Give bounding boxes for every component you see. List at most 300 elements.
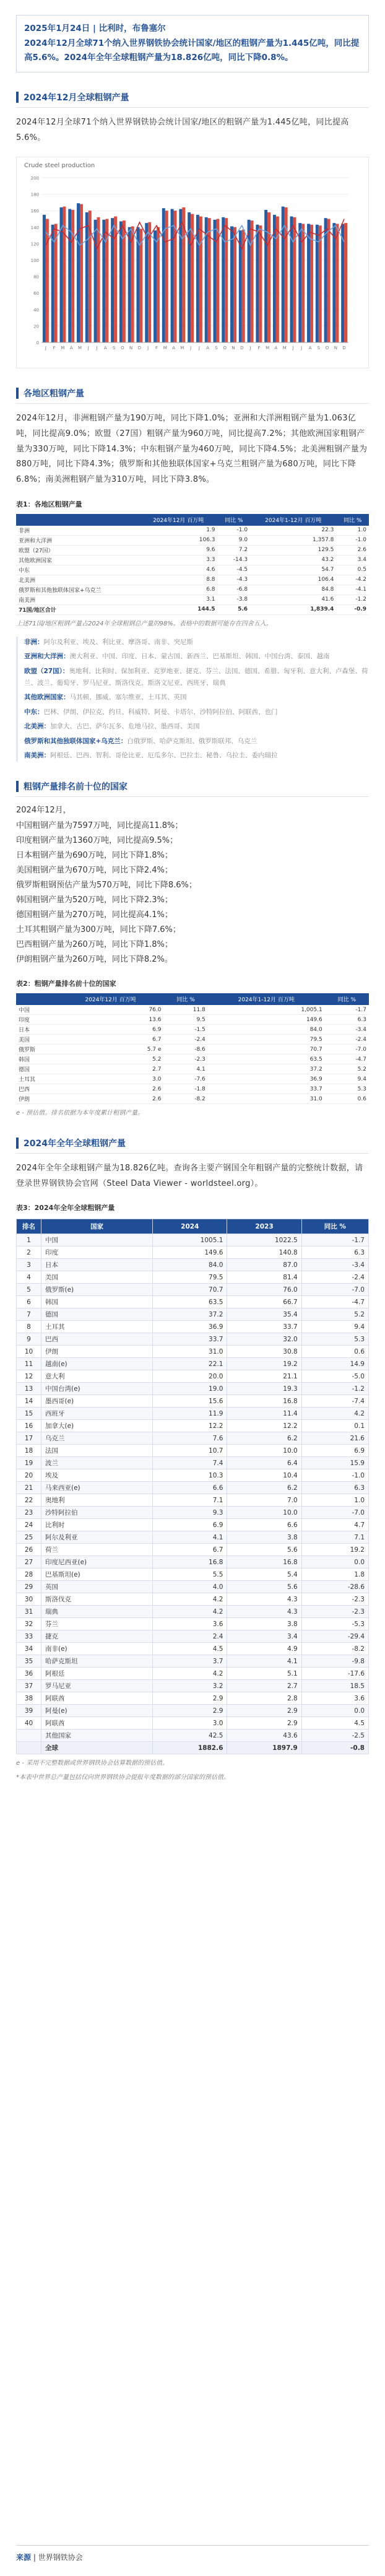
table-cell: 墨西哥(e) [41,1395,153,1408]
bar [77,203,80,342]
monthly-paragraph: 2024年12月全球71个纳入世界钢铁协会统计国家/地区的粗钢产量为1.445亿吨，同比提高5.6%。 [16,117,349,142]
table-cell: 印度 [41,1247,153,1259]
table-cell: 6.9 [301,1445,368,1457]
table-cell: 4.1 [164,1064,208,1074]
table-cell: 0.6 [301,1346,368,1358]
column-header: 同比 % [218,514,251,526]
table-cell: 144.5 [139,604,218,614]
bar [344,223,347,342]
table-cell: 荷兰 [41,1544,153,1556]
table-cell: 11.9 [153,1408,227,1420]
table-cell: 阿联酋 [41,1717,153,1730]
table-cell: 中国台湾(e) [41,1383,153,1395]
table-row [17,1556,369,1569]
bar [213,220,216,342]
table-cell: 4.3 [227,1593,301,1606]
table3-note2: *本表中世界总产量包括仅向世界钢铁协会提报年度数据的部分国家的预估值。 [16,1774,230,1782]
table-cell: 22 [17,1494,41,1507]
table-cell: 38 [17,1692,41,1705]
table-cell: 129.5 [250,545,336,555]
region-name: 南美洲： [24,752,50,760]
table-cell: 2.4 [153,1630,227,1643]
table-cell: 阿联酋 [41,1692,153,1705]
intro-summary: 2024年12月全球71个纳入世界钢铁协会统计国家/地区的粗钢产量为1.445亿吨，同比提高5.6%。2024年全年全球粗钢产量为18.826亿吨，同比下降0.8%。 [24,38,360,63]
table-cell: 16 [17,1420,41,1432]
table-cell: 106.3 [139,535,218,545]
x-tick-label: M [180,346,184,351]
table-cell: 0.6 [325,1094,369,1104]
table-cell: 韩国 [41,1296,153,1308]
table-cell: 1,005.1 [208,1005,325,1015]
table-row [17,1507,369,1519]
table-cell: -2.4 [301,1271,368,1284]
table-cell: -2.3 [164,1055,208,1064]
table-cell: 美国 [16,1035,58,1045]
table-row [17,1494,369,1507]
region-name: 欧盟（27国）： [24,667,69,675]
rank-line: 美国粗钢产量为670万吨，同比下降2.4%； [16,865,173,875]
table-cell: 1.0 [336,526,369,536]
region-countries: 阿根廷、巴西、智利、哥伦比亚、厄瓜多尔、巴拉圭、秘鲁、乌拉圭、委内瑞拉 [50,752,278,760]
table-row [16,1035,369,1045]
table-row [17,1445,369,1457]
table-cell: -5.0 [301,1370,368,1383]
table-cell: 巴西 [41,1333,153,1346]
table-cell: 5.5 [153,1569,227,1581]
bar [162,208,165,342]
table-cell: 5.3 [325,1084,369,1094]
table-cell: -8.2 [164,1094,208,1104]
table-cell: 6.9 [58,1025,164,1035]
bar [316,225,319,342]
table-cell: 76.0 [58,1005,164,1015]
footer [16,2545,369,2562]
table-cell: 70.7 [208,1045,325,1055]
section-title-annual [16,1137,369,1154]
table-cell: -7.0 [301,1507,368,1519]
table-cell: 21.1 [227,1370,301,1383]
table-cell: 俄罗斯 [16,1045,58,1055]
table-row [16,575,369,585]
bar [310,225,313,342]
bar [46,219,49,343]
x-tick-label: D [342,346,346,351]
table-cell: 3.6 [301,1692,368,1705]
table-cell: 罗马尼亚 [41,1680,153,1692]
section-title-text: 各地区粗钢产量 [24,389,84,399]
bar [119,222,123,343]
table-cell: 1005.1 [153,1234,227,1247]
table-cell: 3.0 [58,1074,164,1084]
table-row [17,1581,369,1593]
table-row [17,1346,369,1358]
region-countries: 阿尔及利亚、埃及、利比亚、摩洛哥、南非、突尼斯 [43,638,193,646]
table-cell: 9.4 [301,1321,368,1333]
chart-title: Crude steel production [24,162,95,170]
table-cell: 7.2 [218,545,251,555]
bar [324,218,327,342]
table-cell: -0.8 [301,1742,368,1754]
table-cell: 4 [17,1271,41,1284]
table-row [17,1469,369,1482]
table-cell: 9.3 [153,1507,227,1519]
annual-paragraph: 2024年全年全球粗钢产量为18.826亿吨。查询各主要产钢国全年粗钢产量的完整统计数据，请登录世界钢铁协会官网（Steel Data Viewer - worldsteel.org）。 [16,1164,363,1188]
table-cell: 149.6 [153,1247,227,1259]
table-cell: 7.4 [153,1457,227,1469]
table-cell: -2.3 [301,1593,368,1606]
table-cell: 35 [17,1655,41,1668]
table-cell: 7.1 [153,1494,227,1507]
regions-table [16,514,369,615]
table-cell: 32.0 [227,1333,301,1346]
table-row [17,1358,369,1370]
table-row [16,1064,369,1074]
table3-note1: e - 采用不完整数据或世界钢铁协会估算数据的预估值。 [16,1760,169,1767]
region-countries: 奥地利、比利时、保加利亚、克罗地亚、捷克、芬兰、法国、德国、希腊、匈牙利、意大利、卢森堡、荷兰、波兰、葡萄牙、罗马尼亚、斯洛伐克、斯洛文尼亚、西班牙、瑞典 [24,667,368,687]
x-tick-label: F [155,346,158,351]
rank-line: 巴西粗钢产量为260万吨，同比下降1.8%； [16,939,173,949]
table-cell: 4.2 [301,1408,368,1420]
column-header: 同比 % [164,993,208,1005]
table-cell: 15.9 [301,1457,368,1469]
table-cell: 6.3 [301,1247,368,1259]
region-item [24,707,369,718]
table-cell: 4.0 [153,1581,227,1593]
table-cell: 106.4 [250,575,336,585]
region-item [24,692,369,703]
table-cell: 3.0 [153,1717,227,1730]
rank-line: 俄罗斯粗钢预估产量为570万吨，同比下降8.6%； [16,880,197,890]
table-row [17,1643,369,1655]
table-cell: 31.0 [208,1094,325,1104]
table-cell: 3.8 [227,1618,301,1630]
table-cell: 4.1 [153,1531,227,1544]
x-tick-label: J [190,346,192,351]
bar [139,229,142,343]
rank-line: 印度粗钢产量为1360万吨，同比提高9.5%； [16,835,178,845]
table-cell: 31 [17,1606,41,1618]
table-cell: 10.3 [153,1469,227,1482]
table1-note: 上述71国/地区粗钢产量占2024年全球粗钢总产量的98%。表格中的数据可能存在四舍五入。 [16,620,272,627]
annual-table [16,1219,369,1754]
table-row [17,1618,369,1630]
table-cell: 7 [17,1308,41,1321]
table-row [17,1432,369,1445]
table-cell: 2.9 [153,1692,227,1705]
table-row [17,1705,369,1717]
table-cell [17,1742,41,1754]
table-cell: 22.3 [250,526,336,536]
x-tick-label: M [163,346,167,351]
table-cell: 19.3 [227,1383,301,1395]
table-cell: 84.0 [208,1025,325,1035]
table-cell: 3.7 [153,1655,227,1668]
table-cell: 乌克兰 [41,1432,153,1445]
column-header: 国家 [41,1219,153,1234]
y-tick-label: 100 [30,258,39,264]
table-cell: 4.9 [227,1643,301,1655]
table-cell: 19.0 [153,1383,227,1395]
table-cell: 南美洲 [16,594,139,604]
table-row [17,1284,369,1296]
column-header: 同比 % [336,514,369,526]
table-cell: 土耳其 [41,1321,153,1333]
bar [43,215,46,342]
table-cell: 24 [17,1519,41,1531]
table-cell: 伊朗 [41,1346,153,1358]
rank-line: 韩国粗钢产量为520万吨，同比下降2.3%； [16,895,173,905]
table-cell: 2.6 [336,545,369,555]
table-cell: 6.4 [227,1457,301,1469]
rank-line: 中国粗钢产量为7597万吨，同比提高11.8%； [16,820,183,830]
table-cell: 欧盟（27国） [16,545,139,555]
table-row [16,555,369,565]
table-row [17,1606,369,1618]
table-cell: 意大利 [41,1370,153,1383]
section-marker [16,1138,19,1149]
bar [179,209,182,342]
table-cell: 5.6 [227,1581,301,1593]
table-cell: 比利时 [41,1519,153,1531]
table-cell: 阿尔及利亚 [41,1531,153,1544]
intro-box [16,15,369,72]
table-cell: -28.6 [301,1581,368,1593]
section-title-text: 粗钢产量排名前十位的国家 [24,782,128,793]
table-cell: 40 [17,1717,41,1730]
table-cell: -8.6 [164,1045,208,1055]
table-cell: 4.1 [227,1655,301,1668]
table-cell: 33.7 [208,1084,325,1094]
table-cell: 1.0 [301,1494,368,1507]
table-row [17,1259,369,1271]
table-cell: 4.2 [153,1593,227,1606]
y-tick-label: 140 [30,225,39,231]
table-cell: 19.2 [227,1358,301,1370]
table-row [17,1370,369,1383]
table-cell: 美国 [41,1271,153,1284]
table-cell: 2.7 [58,1064,164,1074]
table-cell: 71国/地区合计 [16,604,139,614]
table-cell: 29 [17,1581,41,1593]
section-marker [16,92,19,103]
table-cell: 9.0 [218,535,251,545]
table-row [16,1094,369,1104]
region-name: 中东： [24,708,44,716]
bar [230,227,233,343]
table-cell: 3.1 [139,594,218,604]
table-header-row [16,514,369,526]
table-cell: 5.6 [218,604,251,614]
table-cell: 66.7 [227,1296,301,1308]
table-cell: 25 [17,1531,41,1544]
table-cell: 84.8 [250,585,336,594]
table-cell: 韩国 [16,1055,58,1064]
table-cell: 4.6 [139,565,218,575]
bar [307,224,310,343]
x-tick-label: O [325,346,329,351]
table-cell: 6.8 [139,585,218,594]
table-cell: 18.5 [301,1680,368,1692]
y-tick-label: 120 [30,242,39,247]
table-cell: -1.0 [336,535,369,545]
x-tick-label: N [334,346,337,351]
table-cell: 76.0 [227,1284,301,1296]
section-title-text: 2024年12月全球粗钢产量 [24,92,129,103]
x-tick-label: O [121,346,124,351]
table-row [16,1045,369,1055]
x-tick-label: A [172,346,175,351]
x-tick-label: M [77,346,82,351]
column-header: 2023 [227,1219,301,1234]
table-cell: 30 [17,1593,41,1606]
table-cell: 9 [17,1333,41,1346]
table-cell: 36.9 [208,1074,325,1084]
table-cell: 21 [17,1482,41,1494]
bar [71,210,74,342]
region-countries: 巴林、伊朗、伊拉克、约旦、科威特、阿曼、卡塔尔、沙特阿拉伯、阿联酋、也门 [43,708,278,716]
table-cell: 1,839.4 [250,604,336,614]
table-cell: 5.4 [227,1569,301,1581]
bar [233,227,236,342]
table-cell: -7.0 [325,1045,369,1055]
table-cell: 南非(e) [41,1643,153,1655]
table-cell: 中东 [16,565,139,575]
bar [335,224,339,343]
x-tick-label: M [61,346,65,351]
table-cell: -7.6 [164,1074,208,1084]
table-cell: -4.3 [218,575,251,585]
bar [332,223,335,342]
table-cell: 4.3 [227,1606,301,1618]
table-cell: 17 [17,1432,41,1445]
region-countries: 马其顿、挪威、塞尔维亚、土耳其、英国 [69,694,187,702]
table-cell: 4.2 [153,1606,227,1618]
table-cell: 6.6 [227,1519,301,1531]
table-row [17,1408,369,1420]
table-cell: 0.5 [336,565,369,575]
x-tick-label: A [103,346,107,351]
x-tick-label: O [223,346,227,351]
table-cell: 波兰 [41,1457,153,1469]
table-cell: 9.4 [325,1074,369,1084]
table-cell: 6.3 [325,1015,369,1025]
table-cell: 德国 [41,1308,153,1321]
table-cell: 加拿大(e) [41,1420,153,1432]
table-cell: 19 [17,1457,41,1469]
bar [293,217,296,342]
bar [128,227,131,342]
table-cell: 土耳其 [16,1074,58,1084]
table-cell: 4.7 [301,1519,368,1531]
table-cell: 1,357.8 [250,535,336,545]
table-cell: 印度 [16,1015,58,1025]
table-row [16,565,369,575]
table-cell: 5.6 [227,1544,301,1556]
table-cell: -0.9 [336,604,369,614]
x-tick-label: D [240,346,244,351]
table-row [17,1717,369,1730]
section-title-top10 [16,780,369,797]
table-row [17,1420,369,1432]
table-cell: 8.8 [139,575,218,585]
table-cell: 16.8 [227,1556,301,1569]
bar [319,225,322,342]
column-header [16,993,58,1005]
table-cell: -7.4 [301,1395,368,1408]
x-tick-label: J [87,346,89,351]
table-cell: 33.7 [153,1333,227,1346]
table-cell: 11.8 [164,1005,208,1015]
table-cell: 其他欧洲国家 [16,555,139,565]
table-row [16,526,369,536]
table-cell: 5.3 [301,1333,368,1346]
bar [199,217,202,342]
table-cell: -2.4 [164,1035,208,1045]
table-row [16,594,369,604]
table-cell: 8 [17,1321,41,1333]
table2-note: e - 预估值。排名依据为本年度累计粗钢产量。 [16,1110,144,1116]
x-tick-label: S [112,346,116,351]
table-cell: 4.5 [153,1643,227,1655]
table-cell: 9.6 [139,545,218,555]
x-tick-label: J [96,346,98,351]
rank-line: 2024年12月， [16,806,71,816]
region-name: 俄罗斯和其他独联体国家+乌克兰： [24,737,128,745]
table-cell: 42.5 [153,1730,227,1742]
table-header-row [16,993,369,1005]
table-row [17,1630,369,1643]
x-tick-label: J [249,346,251,351]
table-cell: 亚洲和大洋洲 [16,535,139,545]
table-cell: 6.7 [153,1544,227,1556]
y-tick-label: 180 [30,192,39,198]
table-cell: 13.6 [58,1015,164,1025]
table-cell: 12.2 [227,1420,301,1432]
region-countries: 加拿大、古巴、萨尔瓦多、危地马拉、墨西哥、美国 [50,723,200,731]
table-row [17,1569,369,1581]
table-cell: 20.0 [153,1370,227,1383]
table-row [16,1005,369,1015]
bar [171,209,174,342]
table-cell: 36.9 [153,1321,227,1333]
table-cell: 1882.6 [153,1742,227,1754]
table-row [17,1692,369,1705]
table-cell: -4.7 [301,1296,368,1308]
bar [145,223,148,342]
column-header: 2024年12月 百万吨 [58,993,164,1005]
table-cell [17,1730,41,1742]
rank-line: 日本粗钢产量为690万吨，同比下降1.8%； [16,850,173,860]
x-tick-label: F [53,346,56,351]
table-cell: 0.0 [301,1705,368,1717]
column-header: 2024 [153,1219,227,1234]
table-cell: 23 [17,1507,41,1519]
x-tick-label: J [292,346,294,351]
table-cell: 27 [17,1556,41,1569]
table-cell: 63.5 [153,1296,227,1308]
bar [94,220,97,342]
table-cell: 31.0 [153,1346,227,1358]
table-row [17,1296,369,1308]
top10-table [16,993,369,1104]
table-cell: 3 [17,1259,41,1271]
table-cell: 1.9 [139,526,218,536]
table-cell: 全球 [41,1742,153,1754]
table-cell: 埃及 [41,1469,153,1482]
table-cell: 阿根廷 [41,1668,153,1680]
table-cell: 斯洛伐克 [41,1593,153,1606]
table-total-row [17,1742,369,1754]
